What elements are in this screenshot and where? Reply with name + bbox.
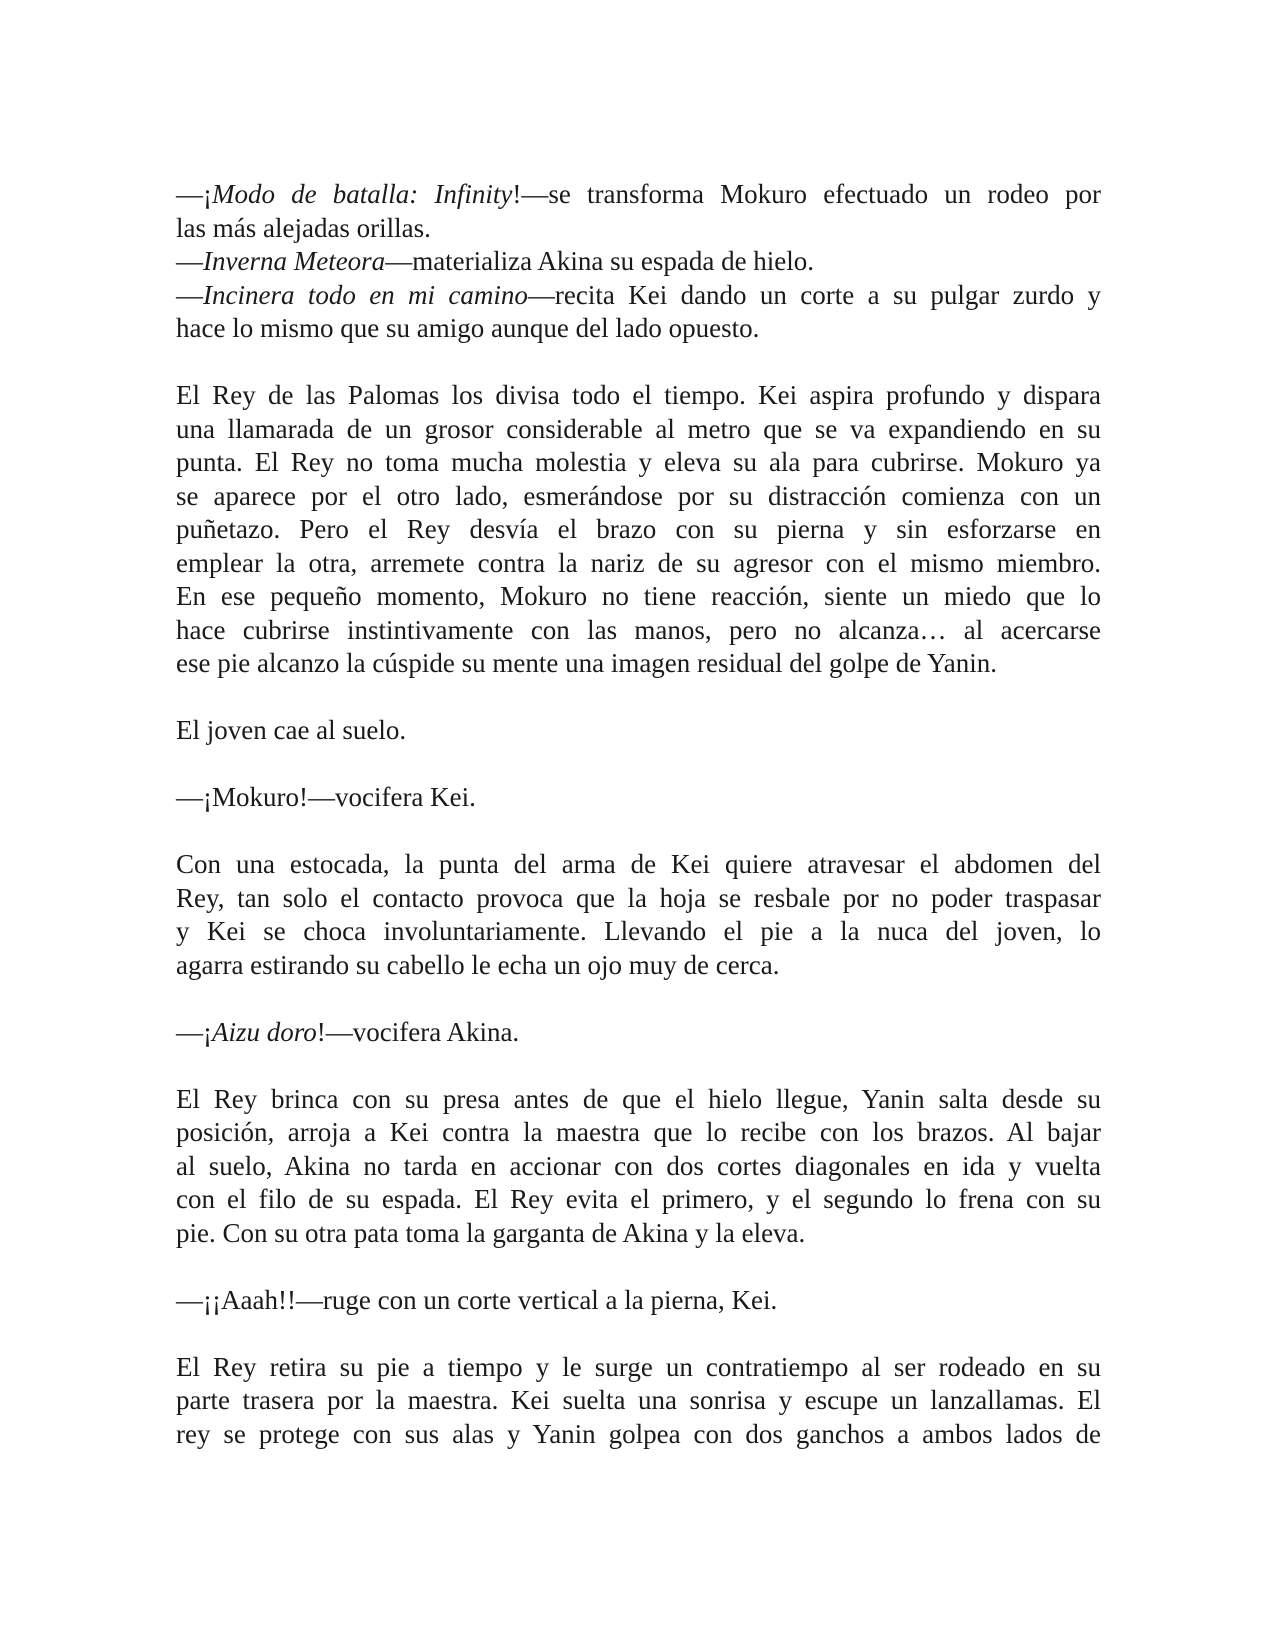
text-run: con el filo de su espada. El Rey evita el primero, y el segundo lo frena con su xyxy=(176,1184,1102,1214)
text-line xyxy=(176,480,1101,514)
text-run: al suelo, Akina no tarda en accionar con dos cortes diagonales en ida y vuelta xyxy=(176,1150,1101,1181)
text-line xyxy=(176,1016,1101,1050)
text-line xyxy=(176,1150,1101,1184)
text-line xyxy=(176,1284,1101,1318)
paragraph-p10 xyxy=(176,1284,1101,1318)
paragraph-p4 xyxy=(176,379,1101,681)
text-run: —materializa Akina su espada de hielo. xyxy=(385,246,815,276)
text-line xyxy=(176,547,1101,581)
text-line xyxy=(176,882,1101,916)
text-line xyxy=(176,1083,1101,1117)
text-line xyxy=(176,1217,1101,1251)
text-line xyxy=(176,312,1101,346)
text-run: y Kei se choca involuntariamente. Llevando el pie a la nuca del joven, lo xyxy=(176,916,1101,946)
text-line xyxy=(176,580,1101,614)
text-line xyxy=(176,212,1101,246)
text-run: —¡ xyxy=(176,1016,212,1047)
text-run: —¡Mokuro!—vocifera Kei. xyxy=(176,782,476,812)
text-run: rey se protege con sus alas y Yanin golpea con dos ganchos a ambos lados de xyxy=(176,1418,1101,1449)
paragraph-p11 xyxy=(176,1351,1101,1452)
text-line xyxy=(176,379,1101,413)
text-run: En ese pequeño momento, Mokuro no tiene reacción, siente un miedo que lo xyxy=(176,581,1101,611)
text-line xyxy=(176,1384,1101,1418)
text-run: El Rey retira su pie a tiempo y le surge un contratiempo al ser rodeado en su xyxy=(176,1351,1101,1382)
text-run: Rey, tan solo el contacto provoca que la hoja se resbale por no poder traspasar xyxy=(176,882,1101,913)
text-line xyxy=(176,1116,1101,1150)
document-body xyxy=(176,178,1101,1451)
text-line xyxy=(176,279,1101,313)
paragraph-p5 xyxy=(176,714,1101,748)
text-run: posición, arroja a Kei contra la maestra que lo recibe con los brazos. Al bajar xyxy=(176,1117,1102,1147)
text-run: punta. El Rey no toma mucha molestia y eleva su ala para cubrirse. Mokuro ya xyxy=(176,447,1101,477)
text-line xyxy=(176,949,1101,983)
text-run: se aparece por el otro lado, esmerándose por su distracción comienza con un xyxy=(176,480,1101,511)
paragraph-p7 xyxy=(176,848,1101,982)
paragraph-p9 xyxy=(176,1083,1101,1251)
italic-text: Incinera todo en mi camino xyxy=(203,279,528,310)
text-line xyxy=(176,446,1101,480)
text-run: parte trasera por la maestra. Kei suelta una sonrisa y escupe un lanzallamas. El xyxy=(176,1385,1102,1415)
text-run: !—se transforma Mokuro efectuado un rodeo por xyxy=(512,179,1101,209)
italic-text: Inverna Meteora xyxy=(203,246,386,276)
text-line xyxy=(176,178,1101,212)
text-run: El joven cae al suelo. xyxy=(176,715,407,745)
text-run: agarra estirando su cabello le echa un ojo muy de cerca. xyxy=(176,949,780,980)
paragraph-p8 xyxy=(176,1016,1101,1050)
text-run: emplear la otra, arremete contra la nariz de su agresor con el mismo miembro. xyxy=(176,547,1101,578)
text-run: El Rey brinca con su presa antes de que el hielo llegue, Yanin salta desde su xyxy=(176,1083,1101,1114)
text-run: — xyxy=(176,246,203,276)
text-line xyxy=(176,1351,1101,1385)
text-run: las más alejadas orillas. xyxy=(176,212,431,243)
text-line xyxy=(176,848,1101,882)
text-line xyxy=(176,614,1101,648)
text-line xyxy=(176,1183,1101,1217)
paragraph-p2 xyxy=(176,245,1101,279)
text-line xyxy=(176,1418,1101,1452)
paragraph-p3 xyxy=(176,279,1101,346)
text-line xyxy=(176,915,1101,949)
italic-text: Aizu doro xyxy=(212,1016,317,1047)
text-run: —recita Kei dando un corte a su pulgar zurdo y xyxy=(527,279,1101,310)
text-run: hace lo mismo que su amigo aunque del lado opuesto. xyxy=(176,313,760,343)
text-run: —¡ xyxy=(176,179,212,209)
text-run: pie. Con su otra pata toma la garganta de Akina y la eleva. xyxy=(176,1217,806,1248)
text-run: — xyxy=(176,279,203,310)
text-run: puñetazo. Pero el Rey desvía el brazo con su pierna y sin esforzarse en xyxy=(176,514,1101,544)
text-line xyxy=(176,513,1101,547)
text-run: El Rey de las Palomas los divisa todo el tiempo. Kei aspira profundo y dispara xyxy=(176,380,1101,410)
text-run: una llamarada de un grosor considerable al metro que se va expandiendo en su xyxy=(176,413,1101,444)
text-run: Con una estocada, la punta del arma de Kei quiere atravesar el abdomen del xyxy=(176,849,1101,879)
text-run: !—vocifera Akina. xyxy=(316,1016,520,1047)
text-line xyxy=(176,245,1101,279)
italic-text: Modo de batalla: Infinity xyxy=(212,179,513,209)
text-run: hace cubrirse instintivamente con las manos, pero no alcanza… al acercarse xyxy=(176,614,1102,645)
paragraph-p1 xyxy=(176,178,1101,245)
text-line xyxy=(176,714,1101,748)
text-run: ese pie alcanzo la cúspide su mente una imagen residual del golpe de Yanin. xyxy=(176,648,997,678)
text-run: —¡¡Aaah!!—ruge con un corte vertical a la pierna, Kei. xyxy=(176,1284,778,1315)
text-line xyxy=(176,413,1101,447)
text-line xyxy=(176,647,1101,681)
paragraph-p6 xyxy=(176,781,1101,815)
text-line xyxy=(176,781,1101,815)
